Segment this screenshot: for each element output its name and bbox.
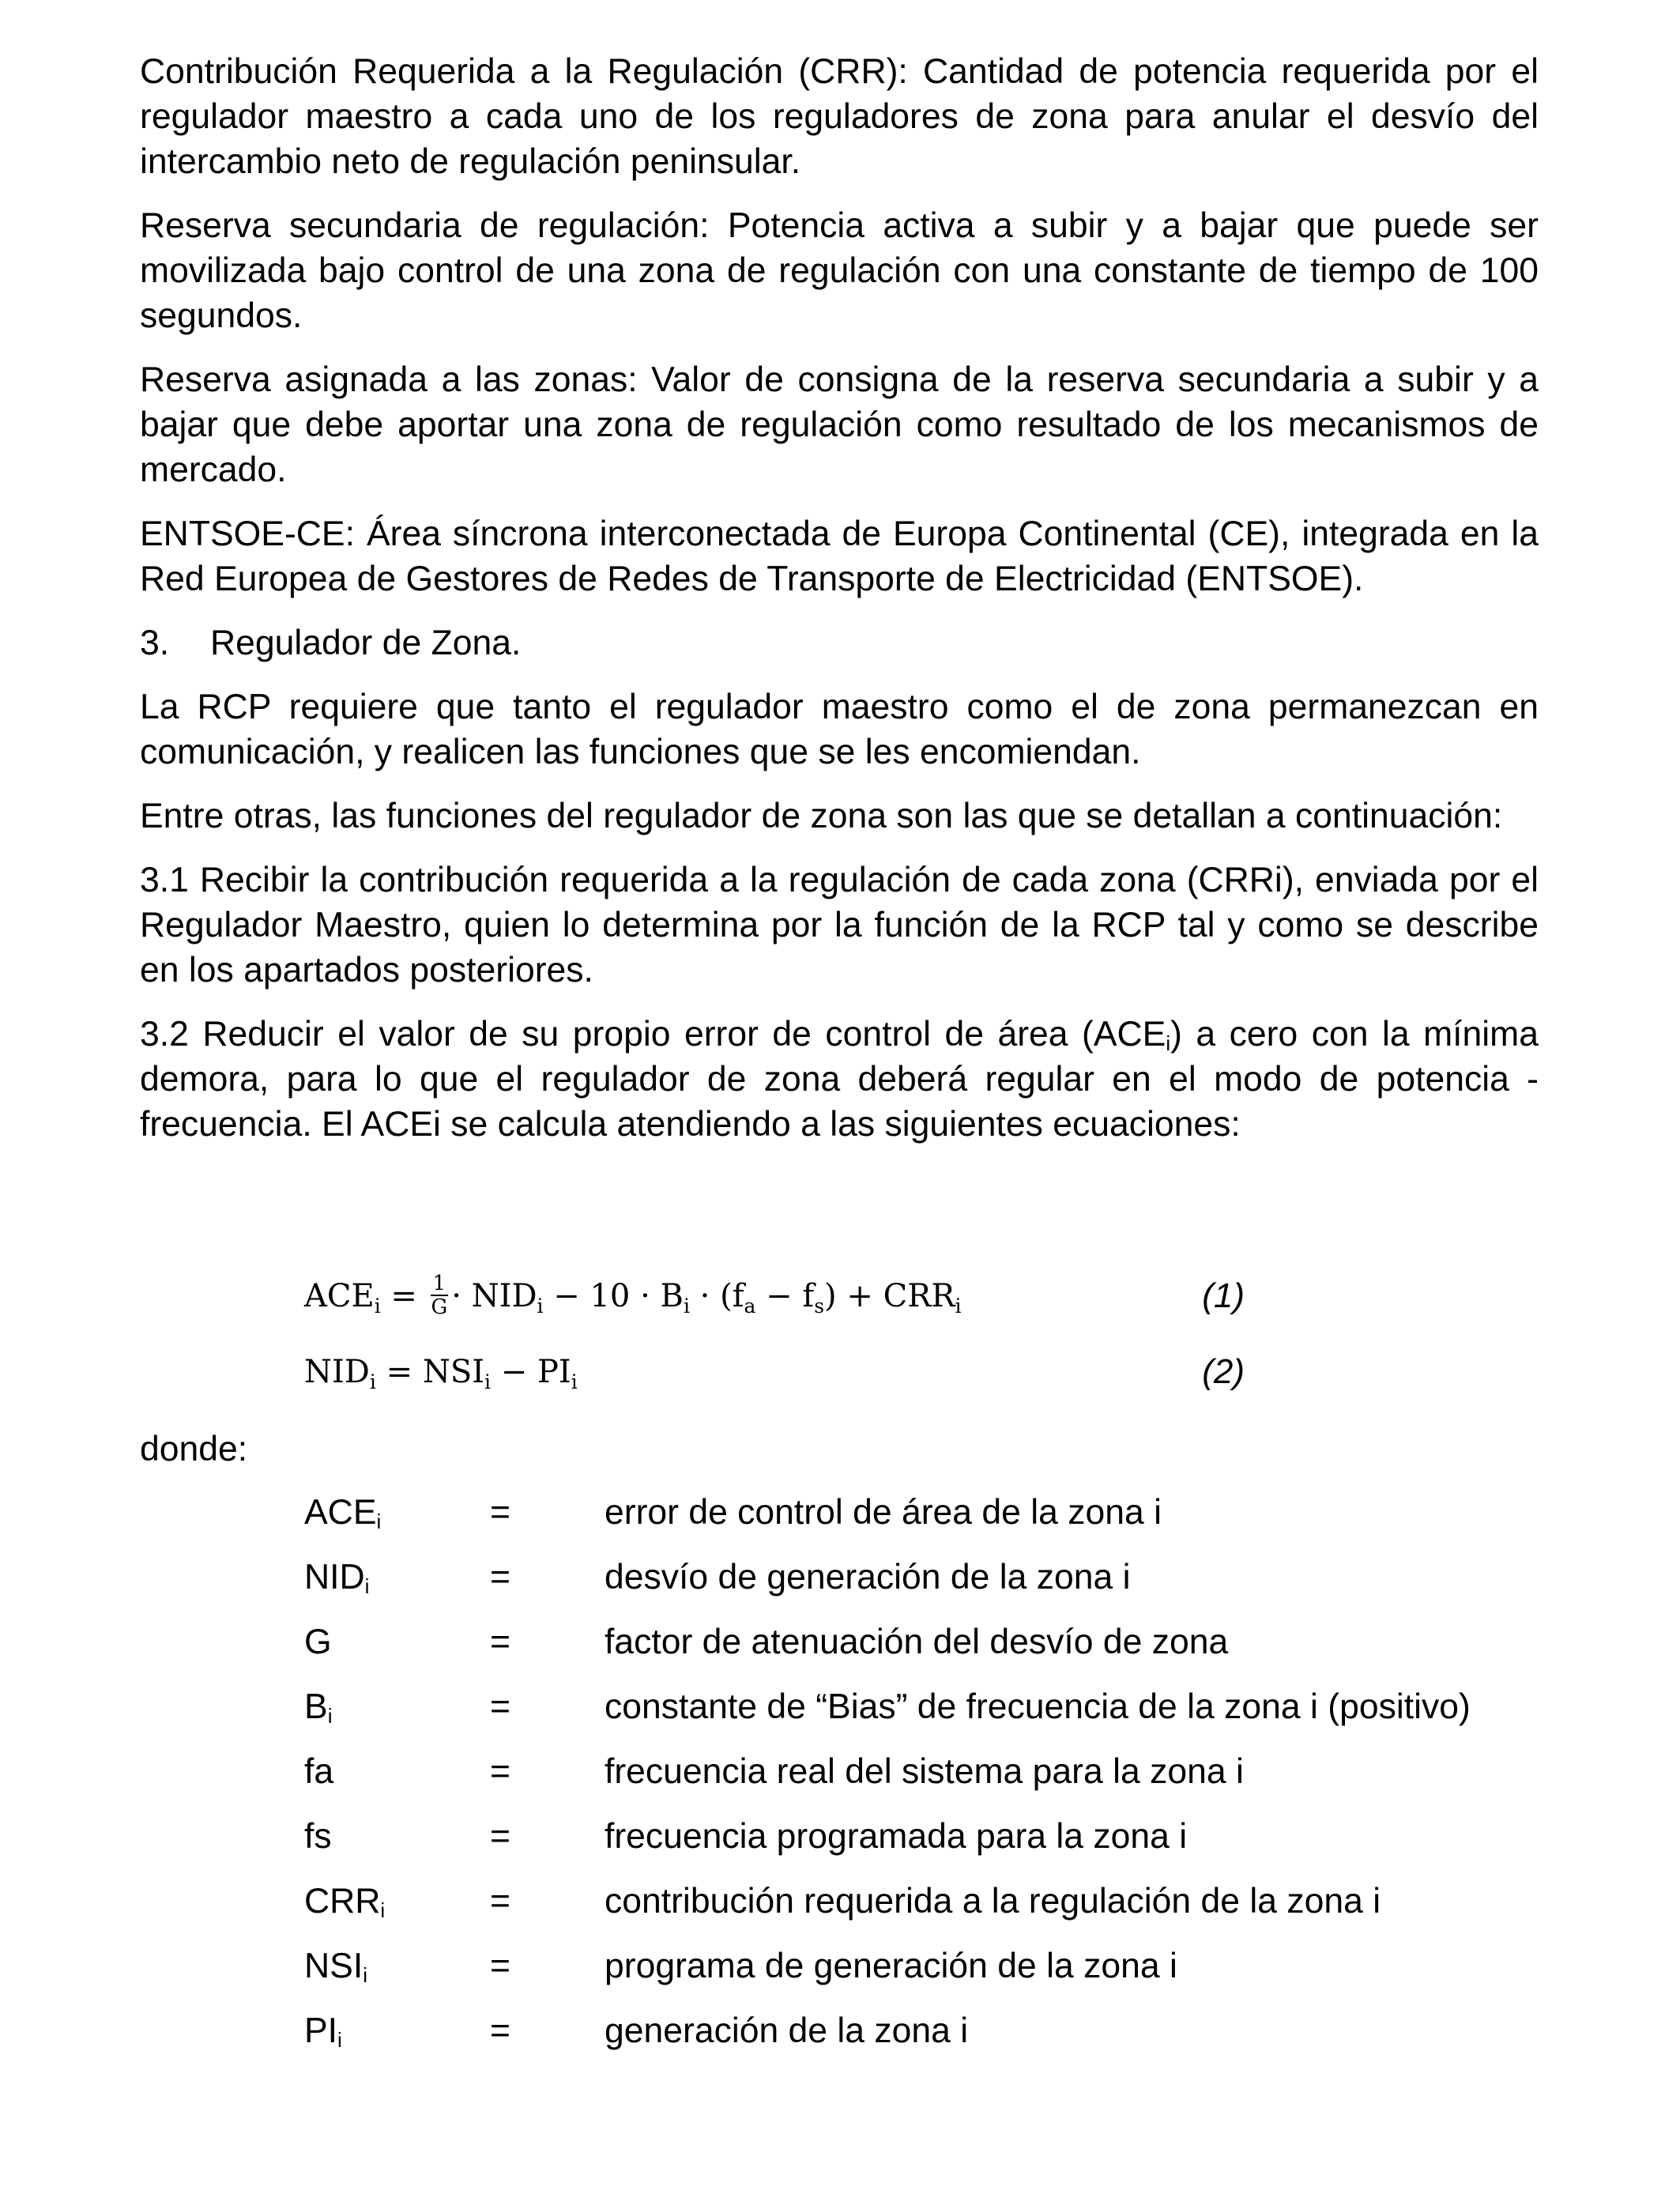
eq2-nsi-sub: i	[484, 1370, 492, 1393]
eq1-nid-sub: i	[537, 1295, 544, 1318]
equations-block	[304, 1272, 1245, 1424]
symbol-text: G	[304, 1623, 332, 1661]
symbol-sub: i	[376, 1510, 382, 1533]
definition-description: frecuencia programada para la zona i	[605, 1817, 1188, 1856]
symbol-sub: i	[380, 1898, 386, 1922]
paragraph-funciones-intro: Entre otras, las funciones del regulador de zona son las que se detallan a continuación:	[140, 797, 1503, 835]
eq2-nid-sub: i	[369, 1370, 376, 1393]
eq1-open-fa: (f	[720, 1278, 744, 1314]
document-body	[140, 49, 1539, 1166]
paragraph-3-1: 3.1 Recibir la contribución requerida a la regulación de cada zona (CRRi), enviada por el Regulador Maestro, quien lo determina por la función de la RCP tal y como se describe en los apartados posteriores.	[140, 861, 1539, 990]
paragraph-reserva-asignada: Reserva asignada a las zonas: Valor de consigna de la reserva secundaria a subir y a bajar que debe aportar una zona de regulación como resultado de los mecanismos de mercado.	[140, 360, 1539, 489]
definition-row	[304, 1879, 1584, 1943]
definitions-list	[304, 1490, 1584, 2073]
definition-description: programa de generación de la zona i	[605, 1947, 1177, 1985]
definition-row	[304, 1555, 1584, 1619]
definition-row	[304, 1490, 1584, 1555]
definition-symbol	[304, 1749, 490, 1814]
definition-symbol	[304, 2008, 490, 2073]
equation-2-expression	[304, 1348, 578, 1396]
definition-symbol	[304, 1943, 490, 2008]
eq1-crr: CRR	[883, 1278, 955, 1314]
equation-1-number: (1)	[1202, 1276, 1245, 1315]
definition-equals: =	[490, 1493, 510, 1532]
eq1-ten: 10	[590, 1278, 631, 1314]
eq2-pi-sub: i	[571, 1370, 578, 1393]
definition-description: constante de “Bias” de frecuencia de la zona i (positivo)	[605, 1687, 1471, 1726]
eq1-minus-2: −	[766, 1278, 793, 1314]
definition-row	[304, 1684, 1584, 1749]
eq1-b: B	[660, 1278, 684, 1314]
symbol-sub: i	[337, 2028, 342, 2052]
paragraph-3-2-sub: i	[1166, 1031, 1171, 1055]
eq2-nsi: NSI	[422, 1354, 485, 1390]
definition-equals: =	[490, 1947, 510, 1985]
eq1-fraction-denominator: G	[431, 1295, 448, 1319]
definition-row	[304, 2008, 1584, 2073]
symbol-text: B	[304, 1687, 328, 1726]
eq1-nid: NID	[471, 1278, 537, 1314]
eq1-dot-1: ·	[451, 1278, 461, 1314]
symbol-text: fs	[304, 1817, 332, 1856]
definition-symbol	[304, 1619, 490, 1684]
eq1-fa-sub: a	[744, 1295, 756, 1318]
definition-equals: =	[490, 1687, 510, 1726]
eq1-minus: −	[553, 1278, 580, 1314]
eq1-dot-2: ·	[640, 1278, 650, 1314]
definition-description: factor de atenuación del desvío de zona	[605, 1623, 1229, 1661]
equation-2-number: (2)	[1202, 1352, 1245, 1391]
paragraph-crr-definition: Contribución Requerida a la Regulación (CRR): Cantidad de potencia requerida por el regulador maestro a cada uno de los reguladores de zona para anular el desvío del intercambio neto de regulación peninsular.	[140, 52, 1539, 181]
definition-equals: =	[490, 2011, 510, 2050]
eq2-equals: =	[386, 1354, 413, 1390]
eq1-fs-sub: s	[814, 1295, 825, 1318]
paragraph-rcp-requirement: La RCP requiere que tanto el regulador maestro como el de zona permanezcan en comunicación, y realicen las funciones que se les encomiendan.	[140, 688, 1539, 771]
symbol-sub: i	[363, 1963, 367, 1987]
paragraph-reserva-secundaria: Reserva secundaria de regulación: Potencia activa a subir y a bajar que puede ser movilizada bajo control de una zona de regulación con una constante de tiempo de 100 segundos.	[140, 206, 1539, 335]
eq2-minus: −	[500, 1354, 528, 1390]
section-title: Regulador de Zona.	[210, 624, 522, 662]
symbol-text: fa	[304, 1752, 334, 1791]
definition-description: generación de la zona i	[605, 2011, 969, 2050]
paragraph-3-2	[140, 1012, 1539, 1147]
symbol-text: ACE	[304, 1493, 377, 1532]
eq1-ace-sub: i	[374, 1295, 381, 1318]
definition-row	[304, 1749, 1584, 1814]
definition-equals: =	[490, 1623, 510, 1661]
definition-symbol	[304, 1555, 490, 1619]
symbol-text: PI	[304, 2011, 338, 2050]
eq2-nid: NID	[304, 1354, 370, 1390]
definition-symbol	[304, 1814, 490, 1879]
symbol-text: NID	[304, 1558, 365, 1596]
definition-description: desvío de generación de la zona i	[605, 1558, 1131, 1596]
eq1-plus: +	[846, 1278, 873, 1314]
definition-description: contribución requerida a la regulación de la zona i	[605, 1882, 1381, 1921]
equation-1-expression	[304, 1272, 961, 1321]
definition-description: error de control de área de la zona i	[605, 1493, 1162, 1532]
paragraph-entsoe-ce: ENTSOE-CE: Área síncrona interconectada de Europa Continental (CE), integrada en la Red Europea de Gestores de Redes de Transporte de Electricidad (ENTSOE).	[140, 515, 1539, 598]
definition-symbol	[304, 1684, 490, 1749]
symbol-sub: i	[364, 1574, 370, 1598]
symbol-text: CRR	[304, 1882, 381, 1921]
eq1-crr-sub: i	[955, 1295, 962, 1318]
definition-row	[304, 1943, 1584, 2008]
symbol-text: NSI	[304, 1947, 363, 1985]
definition-symbol	[304, 1490, 490, 1555]
eq1-b-sub: i	[683, 1295, 690, 1318]
eq1-dot-3: ·	[699, 1278, 710, 1314]
eq2-pi: PI	[537, 1354, 571, 1390]
definition-row	[304, 1619, 1584, 1684]
eq1-fraction-numerator: 1	[431, 1272, 449, 1296]
donde-label: donde:	[140, 1430, 248, 1468]
section-heading	[140, 620, 1539, 665]
paragraph-3-2-after: ) a cero con la mínima demora, para lo que el regulador de zona deberá regular en el modo de potencia - frecuencia. El ACEi se calcula atendiendo a las siguientes ecuaciones:	[140, 1015, 1539, 1144]
definition-equals: =	[490, 1882, 510, 1921]
eq1-close: )	[824, 1278, 837, 1314]
eq1-equals: =	[390, 1278, 417, 1314]
definition-row	[304, 1814, 1584, 1879]
definition-symbol	[304, 1879, 490, 1943]
eq1-ace: ACE	[304, 1278, 375, 1314]
equation-2	[304, 1348, 1245, 1396]
definition-equals: =	[490, 1558, 510, 1596]
definition-equals: =	[490, 1752, 510, 1791]
symbol-sub: i	[327, 1704, 333, 1728]
equation-1	[304, 1272, 1245, 1320]
definition-equals: =	[490, 1817, 510, 1856]
eq1-fraction	[431, 1272, 449, 1318]
definition-description: frecuencia real del sistema para la zona i	[605, 1752, 1244, 1791]
eq1-fs: f	[802, 1278, 815, 1314]
paragraph-3-2-before: 3.2 Reducir el valor de su propio error de control de área (ACE	[140, 1015, 1166, 1054]
section-number: 3.	[140, 624, 170, 662]
